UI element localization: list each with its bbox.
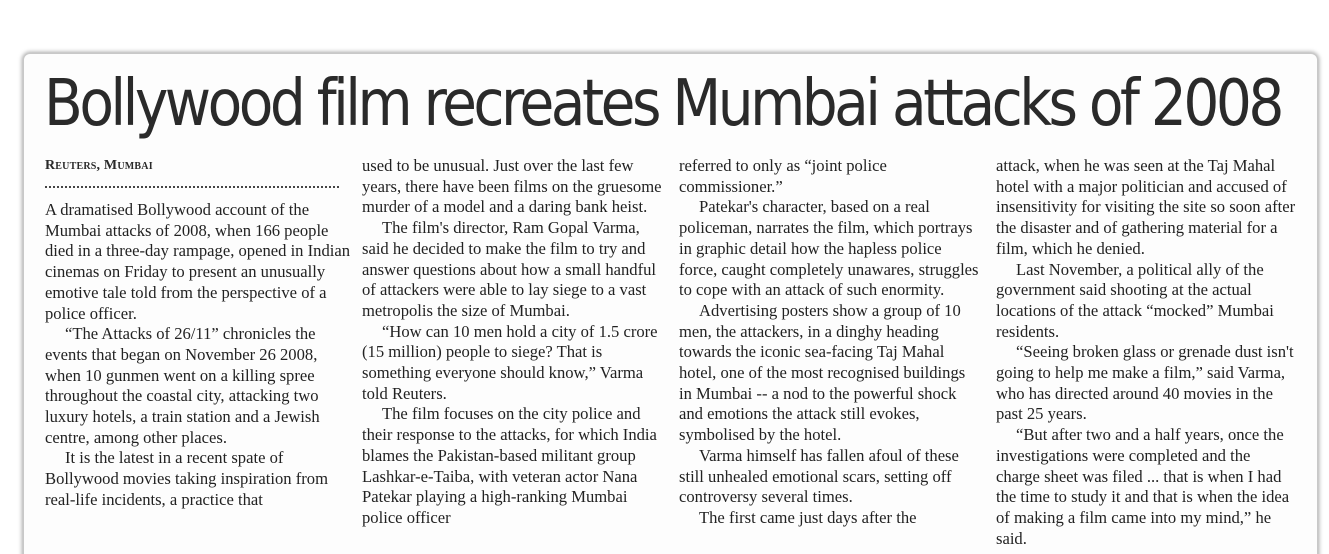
paragraph: referred to only as “joint police commissioner.”	[679, 156, 887, 196]
headline: Bollywood film recreates Mumbai attacks of 2008	[44, 67, 1281, 141]
paragraph: The first came just days after the	[699, 507, 917, 527]
paragraph: “Seeing broken glass or grenade dust isn't going to help me make a film,” said Varma, who has directed around 40 movies in the past 25 years.	[996, 342, 1294, 424]
paragraph: used to be unusual. Just over the last few years, there have been films on the gruesome murder of a model and a daring bank heist.	[362, 156, 662, 217]
article-column-1	[45, 156, 350, 511]
paragraph: A dramatised Bollywood account of the Mumbai attacks of 2008, when 166 people died in a three-day rampage, opened in Indian cinemas on Friday to present an unusually emotive tale told from the perspective of a police officer.	[45, 200, 351, 323]
news-clipping	[23, 53, 1318, 554]
paragraph: The film focuses on the city police and their response to the attacks, for which India blames the Pakistan-based militant group Lashkar-e-Taiba, with veteran actor Nana Patekar playing a high-ranking Mumbai police officer	[362, 404, 657, 527]
article-column-3	[679, 156, 979, 529]
article-column-2	[362, 156, 662, 529]
paragraph: Last November, a political ally of the government said shooting at the actual locations of the attack “mocked” Mumbai residents.	[996, 259, 1274, 341]
article-column-4	[996, 156, 1296, 549]
paragraph: “The Attacks of 26/11” chronicles the events that began on November 26 2008, when 10 gunmen went on a killing spree throughout the coastal city, attacking two luxury hotels, a train station and a Jewish centre, among other places.	[45, 324, 320, 447]
paragraph: “How can 10 men hold a city of 1.5 crore (15 million) people to siege? That is something everyone should know,” Varma told Reuters.	[362, 321, 658, 403]
paragraph: Advertising posters show a group of 10 men, the attackers, in a dinghy heading towards the iconic sea-facing Taj Mahal hotel, one of the most recognised buildings in Mumbai -- a nod to the powerful shock and emotions the attack still evokes, symbolised by the hotel.	[679, 300, 966, 445]
paragraph: Varma himself has fallen afoul of these still unhealed emotional scars, setting off controversy several times.	[679, 445, 959, 507]
paragraph: attack, when he was seen at the Taj Mahal hotel with a major politician and accused of insensitivity for visiting the site so soon after the disaster and of gathering material for a film, which he denied.	[996, 156, 1296, 258]
paragraph: It is the latest in a recent spate of Bollywood movies taking inspiration from real-life incidents, a practice that	[45, 448, 328, 509]
byline-dotted-rule	[45, 186, 339, 188]
paragraph: Patekar's character, based on a real policeman, narrates the film, which portrays in graphic detail how the hapless police force, caught completely unawares, struggles to cope with an attack of such enormity.	[679, 197, 979, 300]
byline: Reuters, Mumbai	[45, 158, 153, 173]
paragraph: “But after two and a half years, once the investigations were completed and the charge sheet was filed ... that is when I had the time to study it and that is when the idea of making a film came into my mind,” he said.	[996, 425, 1290, 548]
paragraph: The film's director, Ram Gopal Varma, said he decided to make the film to try and answer questions about how a small handful of attackers were able to lay siege to a vast metropolis the size of Mumbai.	[362, 218, 657, 320]
